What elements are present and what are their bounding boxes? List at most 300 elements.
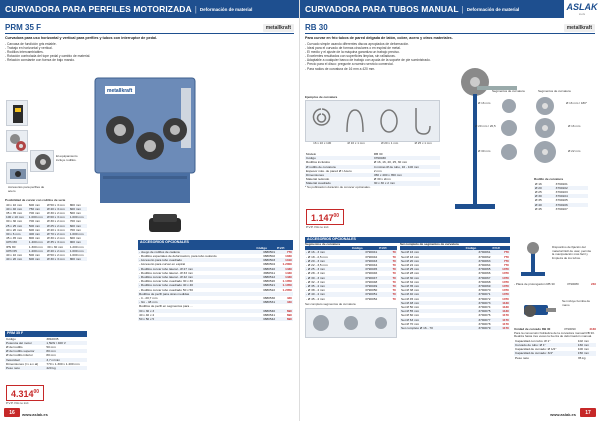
table-cell: 3790044 (365, 262, 378, 267)
table-cell: - Rodillos especiales de deformación, para tubo redondo (139, 253, 217, 258)
accessories-title: ACCESORIOS OPCIONALES (138, 240, 293, 246)
table-cell: 3880511 (263, 270, 276, 275)
table-cell: 3880541 (263, 312, 276, 317)
table-cell: - Rodillos curvar tubo cuadrado 40 x 40 (138, 283, 255, 287)
table-row (138, 317, 293, 321)
table-cell: 3790045 (351, 267, 378, 271)
table-cell: 3790072 (478, 296, 491, 301)
table-cell: - Rodillos curvar tubo cuadrado 30 x 30 (139, 279, 193, 284)
feature-item: - Carcasa de fundición gris estable. (5, 42, 57, 46)
table-cell: 3790030 (373, 156, 440, 160)
spec-table (305, 152, 440, 189)
table-cell: Material redondo (306, 177, 330, 182)
table-header-row: Código P.V.P. (305, 246, 397, 250)
table-cell: 1.200 mm (69, 244, 84, 249)
table-cell: 600 mm (28, 227, 41, 232)
table-cell: 30 x 30 mm (6, 219, 23, 224)
detail-photo-profile (6, 162, 28, 184)
table-cell: - Ø 16 - 3 mm (305, 250, 351, 254)
table-cell: 7€ (392, 288, 396, 293)
example-hook-icon (410, 104, 435, 138)
table-cell: Ø rodillo de curvatura (305, 165, 373, 169)
table-cell: 77€ (491, 250, 510, 254)
table-cell: Ø 40 (534, 203, 555, 207)
table-cell: 150 mm (577, 351, 596, 355)
table-cell: 80 mm (45, 349, 87, 353)
table-cell: Ø del rodillo inferior (6, 353, 33, 358)
table-cell: 7€ (378, 250, 397, 254)
table-cell: Ø 16, 16, 20, 25, 30 mm (373, 160, 408, 165)
stand-photo (515, 240, 551, 280)
table-cell: Ø 25 (535, 190, 542, 194)
table-cell: 3880522 (263, 287, 276, 292)
bending-discs (525, 96, 565, 176)
table-cell: 30 x 6 mm (5, 232, 28, 236)
table-row (305, 297, 397, 301)
table-cell: Material cuadrado (305, 181, 373, 185)
table-cell: 3790105 (555, 198, 568, 203)
table-cell: Ø 40 x 2 mm (46, 249, 69, 253)
page-right (300, 0, 600, 421)
page-number: 16 (4, 408, 20, 417)
spec-table (5, 331, 87, 370)
feature-item: - Para radios de curvatura de 16 mm a 420 mm. (305, 66, 376, 71)
disc-label-2: Ø 20 mm / 20,5 (475, 124, 496, 128)
table-cell: Set Ø 30 mm (400, 276, 465, 280)
bending-examples (305, 96, 440, 145)
table-cell: 103€ (285, 253, 292, 258)
table-cell: Set completo Ø 16 - 70 (400, 326, 465, 330)
table-cell: Capacidad de curvado: 3/4" (514, 351, 577, 355)
table-cell: 113€ (502, 304, 509, 309)
table-cell: Ø 30 x 3 mm (46, 257, 69, 261)
feature-item: - Trabajo en horizontal y vertical. (5, 46, 53, 51)
table-cell: Peso neto (515, 355, 529, 360)
unit-title: Unidad de curvado RB 30 (514, 327, 551, 331)
table-cell: 700 mm (69, 227, 81, 232)
brand-logo: metallkraft (263, 24, 294, 32)
aslak-logo: ASLAK tools (564, 0, 600, 18)
table-cell: 40 x 20 mm (5, 257, 28, 261)
feature-item: - Precio para el disco: pregunte a nuestro servicio comercial. (305, 62, 394, 67)
table-cell: Set Ø 28 mm (401, 271, 420, 276)
table-cell: 1.000 mm (69, 249, 87, 253)
table-cell: 420 kg (45, 366, 87, 370)
table-cell: 2 mm (373, 168, 382, 173)
table-cell: 3880542 (255, 317, 276, 321)
table-cell: 800 mm (69, 257, 87, 261)
table-cell: Código (305, 156, 373, 160)
table-cell: Rodillos de perfil para otras medidas (138, 292, 255, 296)
table-row (5, 366, 87, 370)
model-bar (5, 22, 294, 34)
table-cell: 3880520 (263, 279, 276, 284)
feature-item: - Rotación controlada del tope pedal y cambio de material. (5, 54, 91, 59)
table-cell: 7€ (392, 254, 396, 259)
table-cell: Set Ø 20 mm (400, 259, 465, 263)
table-cell: 7€ (392, 279, 396, 284)
table-cell: 3790041 (351, 250, 378, 254)
table-cell: Rodillos de perfil en segmentos para ... (139, 304, 193, 309)
table-cell: 3,7 m/min (45, 358, 87, 362)
table-cell: Ø 50 x 3 mm (47, 202, 65, 207)
table-header-row: Código P.V.P. (400, 246, 510, 250)
accessories-section (305, 237, 510, 338)
unit-description: Para la conversión hidráulica de la curvadora manual RB 30. (514, 330, 595, 335)
table-cell: 143€ (285, 270, 292, 275)
table-cell: 7€ (378, 276, 397, 280)
table-cell: 50 x 50 x 5 (138, 317, 255, 321)
table-row (400, 326, 510, 330)
table-cell: 107€ (491, 284, 510, 288)
table-cell: 117€ (491, 326, 510, 330)
table-cell: Ø 50 x 2 mm (47, 253, 65, 258)
table-cell: Set Ø 48 mm (400, 301, 465, 305)
table-cell: 3790064 (478, 262, 491, 267)
table-row (514, 356, 596, 360)
table-cell: 40 x 10 mm (6, 202, 23, 207)
table-cell: 1.200 mm (28, 249, 46, 253)
price-note: P.V.P. IVA no incl. (6, 401, 30, 405)
table-cell: Set Ø 50 mm (401, 304, 420, 309)
roller-table-title: Rodillo de curvatura (534, 177, 564, 181)
table-cell: 400 mm (28, 232, 46, 236)
table-cell: - Rodillos curvar tubo lateral - Ø 42 mm (138, 275, 255, 279)
feature-item: - Excelentes resultados con superficies limpias, sin ralladuras. (305, 54, 396, 59)
table-cell: Set Ø 60 mm (401, 313, 420, 318)
disc-label-1: Ø 16 mm (478, 101, 491, 105)
table-cell: Set Ø 55 mm (400, 309, 465, 313)
website: www.aslak.es (22, 412, 48, 417)
table-cell: 3790043 (351, 259, 378, 263)
page-header: CURVADORA PARA TUBOS MANUAL | Deformación de material ASLAK tools (300, 0, 600, 18)
table-cell: 3790042 (365, 254, 378, 259)
table-cell: - Rodillos curvar tubo lateral - Ø 27 mm (138, 267, 255, 271)
table-cell: 3790051 (351, 292, 378, 296)
table-cell: 25 x 25 mm (5, 224, 28, 228)
table-cell: 143€ (276, 275, 293, 279)
table-cell: 7€ (378, 259, 397, 263)
table-cell: 40 x 20 mm (6, 227, 23, 232)
table-cell: 1.105€ (282, 279, 292, 284)
table-cell: 3880530 (263, 295, 276, 300)
hydraulic-unit-photo (518, 295, 558, 325)
accessories-table (138, 240, 293, 321)
table-cell: 1.000 mm (69, 232, 87, 236)
table-cell: 3790069 (465, 284, 492, 288)
table-cell: 3880501 (255, 250, 276, 254)
table-cell: Espesor máx. de pared Ø / Acero (306, 168, 352, 173)
table-cell: 77€ (276, 250, 293, 254)
table-cell: 3790050 (365, 288, 378, 293)
table-cell: - Ø 38 - 4 mm (306, 288, 326, 293)
table-cell: Ø 30 x 2 mm (47, 219, 65, 224)
bending-machine-illustration (85, 58, 215, 208)
table-cell: 117€ (491, 318, 510, 322)
header-title: CURVADORA PARA TUBOS MANUAL (305, 4, 459, 14)
price-note: P.V.P. IVA no incl. (306, 225, 330, 229)
acc-sets-caption: Set completo segmentos de curvatura (305, 301, 356, 306)
caption-profiles: Accesorios para perfiles de acero (8, 185, 45, 193)
table-cell: 600 mm (69, 236, 81, 241)
table-cell: 3880531 (255, 300, 276, 304)
table-cell: 3790052 (365, 296, 378, 301)
table-cell: 3790071 (465, 292, 492, 296)
table-cell: - Ø 20 - 3 mm (305, 259, 351, 263)
table-cell: 3810035 (46, 336, 59, 341)
table-cell: 3790063 (465, 259, 492, 263)
capacity-table-title: Posibilidad de curvar con rodillos de serie (5, 198, 66, 202)
table-cell: 107€ (502, 288, 509, 293)
table-cell: 3790104 (555, 194, 588, 198)
table-cell: - 3m - 48 mm (138, 300, 255, 304)
table-cell: 35 kg (577, 355, 586, 360)
table-cell: - Ø 32 - 3 mm (306, 279, 326, 284)
table-cell: 107€ (491, 276, 510, 280)
table-cell: Capacidad con tubo: Ø 1" (515, 338, 551, 343)
table-cell: 45 x 45 mm (6, 236, 23, 241)
table-cell: - 4 - 20,7 mm (139, 295, 158, 300)
table-cell: 600 mm (28, 202, 41, 207)
table-cell: 1.200€ (282, 262, 292, 267)
table-cell: 3790103 (555, 190, 568, 194)
table-cell: 3880502 (263, 253, 276, 258)
table-cell: 750 mm (28, 207, 46, 211)
table-cell: 3880503 (255, 258, 276, 262)
product-description: Curvadora para uso horizontal y vertical para perfiles y tubos con interruptor de pedal. (5, 36, 158, 40)
table-cell: 3790068 (478, 279, 491, 284)
table-cell: 80 mm (46, 353, 56, 358)
table-cell: - Ø 30 - 3 mm (305, 276, 351, 280)
table-cell: 3880521 (255, 283, 276, 287)
table-cell: 7€ (378, 267, 397, 271)
model-bar (305, 22, 595, 34)
table-cell: - Juego de rodillos de cadena (138, 250, 255, 254)
table-cell: - Accesorio para tubo cuadrado (138, 258, 255, 262)
feature-item: - Curvado simple usando diferentes discos apropiados de deformación. (305, 42, 410, 46)
table-cell: 107€ (502, 296, 509, 301)
table-cell: Ø 45 (535, 206, 542, 211)
table-cell: 30 x 30 mm (47, 244, 64, 249)
feature-item: - Relación constante con fuerza de bajo mando. (5, 58, 76, 63)
table-cell: Modelo (306, 152, 317, 156)
table-cell: 1.000 mm (28, 215, 46, 219)
example-caption: Ø 20 x 1 mm (381, 140, 399, 145)
header-subtitle: Deformación de material (199, 6, 253, 12)
table-cell: 700 mm (28, 219, 41, 224)
table-cell: 1,5kW / 400 V (45, 341, 87, 345)
table-cell: - Ø 22 - 3,5 mm (306, 262, 328, 267)
table-cell: Dimensiones (l x a x al) (6, 361, 39, 366)
table-cell: 107€ (502, 279, 509, 284)
table-cell: UPN 65 (5, 249, 28, 253)
table-cell: 3790048 (365, 279, 378, 284)
table-cell: Set Ø 35 mm (400, 284, 465, 288)
stand-code: 3790080 (567, 282, 579, 286)
table-cell: 600 mm (69, 224, 87, 228)
table-cell: - Ø 25 - 3 mm (305, 267, 351, 271)
table-cell: Ø 30 x 2 mm (47, 211, 65, 215)
stand-item: - Placa de prolongación RB 30 (514, 282, 555, 286)
table-cell: 102 mm (577, 338, 590, 343)
table-cell: Set Ø 22 mm (401, 262, 420, 267)
table-cell: 500 mm (69, 211, 81, 215)
price-box (6, 384, 44, 406)
unit-code: 3790090 (563, 327, 576, 331)
table-cell: 3790073 (465, 301, 492, 305)
table-cell: 7€ (378, 292, 397, 296)
table-cell: Rodillos incluidos (306, 160, 330, 165)
table-cell: 100 x 10 mm (5, 215, 28, 219)
table-cell: Ø 20 (534, 186, 555, 190)
table-cell: 113€ (491, 309, 510, 313)
table-cell: 7€ (378, 284, 397, 288)
table-cell: 3880512 (255, 275, 276, 279)
table-cell: - Ø 18 - 2,5 mm (306, 254, 328, 259)
table-cell: 3790102 (555, 186, 588, 190)
spec-table-title: PRM 35 F (5, 331, 87, 337)
table-cell: 3790046 (365, 271, 378, 276)
examples-title: Ejemplos de curvatura (305, 95, 338, 99)
table-cell: 1.300 mm (28, 244, 43, 249)
table-cell: Ø 30 x 2mm (373, 177, 391, 182)
table-cell: Ø 35 x 3 mm (46, 240, 69, 244)
model-code: RB 30 (305, 23, 328, 32)
table-cell: 3880510 (255, 267, 276, 271)
table-cell: Ø 25 x 2 mm (46, 224, 69, 228)
table-cell: 160 mm (577, 343, 596, 347)
table-cell: UPN 80 (5, 240, 28, 244)
table-cell: Código (6, 336, 16, 341)
table-cell: 450 x 400 x 350 mm (373, 173, 440, 177)
feature-item: - Rodillos intercambiables. (5, 50, 44, 55)
unit-note: Realiza hasta tres veces la fuerza de deformación manual. (514, 334, 593, 339)
table-cell: 700 mm (28, 211, 41, 215)
table-cell: - Ø 35 - 4 mm (305, 284, 351, 288)
table-header-row: Código P.V.P. (138, 246, 293, 250)
table-cell: 3790101 (555, 181, 568, 186)
table-cell: 3790079 (465, 326, 492, 330)
table-cell: 3880540 (255, 309, 276, 313)
table-cell: 69€ (276, 317, 293, 321)
acc-left-head: Segmentos de curvatura (305, 241, 341, 246)
table-cell: 30 x 30 x 2 mm (373, 181, 440, 185)
table-cell: 3790075 (465, 309, 492, 313)
table-cell: 40 x 10 mm (6, 253, 23, 258)
table-cell: 100 mm (577, 347, 590, 352)
table-cell: - Rodillos curvar tubo cuadrado 50 x 50 (139, 287, 193, 292)
table-cell: 7€ (392, 271, 396, 276)
table-cell: 3790074 (478, 304, 491, 309)
stand-price: 24€ (590, 282, 596, 286)
table-cell: Set Ø 38 mm (401, 288, 420, 293)
table-cell: 40 x 40 mm (5, 207, 28, 211)
table-cell: 107€ (491, 267, 510, 271)
table-cell: Ø 30 (534, 194, 555, 198)
table-cell: 40 x 40 x 4 (139, 312, 155, 317)
table-cell: - Accesorio para curvar en espiral (139, 262, 186, 267)
header-subtitle: Deformación de material (466, 6, 520, 12)
model-code: PRM 35 F (5, 23, 42, 32)
table-cell: Ø del rodillo (6, 344, 23, 349)
table-cell: Set Ø 70 mm (401, 321, 420, 326)
table-cell: Curvado de tubo: Ø 1" (514, 343, 577, 347)
table-cell: 1.000 mm (69, 215, 87, 219)
table-cell: 3790049 (351, 284, 378, 288)
table-cell: 107€ (502, 271, 509, 276)
table-cell: Set Ø 63 mm (400, 318, 465, 322)
feature-item: - El medio y el ajuste de la máquina garantiza un trabajo preciso. (305, 50, 400, 55)
feature-item: - Adaptable a cualquier banco de trabajo con ayuda de la soporte de pie suministrado. (305, 58, 431, 63)
hydraulic-caption: Se incluye bomba de mano (562, 299, 591, 307)
table-cell: - Ø 28 - 3 mm (306, 271, 326, 276)
table-cell: Set Ø 32 mm (401, 279, 420, 284)
table-cell: 3790078 (478, 321, 491, 326)
table-cell: 1.105€ (276, 283, 293, 287)
table-row (5, 257, 87, 261)
table-cell: 3790066 (478, 271, 491, 276)
table-cell: Set Ø 16 mm (400, 250, 465, 254)
table-cell: 69€ (276, 309, 293, 313)
price: 4.314$^{00}$ (6, 385, 44, 401)
foot-pedal-photo (145, 208, 185, 238)
table-cell: 3790070 (478, 288, 491, 293)
bending-discs-small (498, 96, 520, 176)
table-cell: - Ø 40 - 4 mm (305, 292, 351, 296)
table-cell: RB 30 (373, 152, 383, 156)
feature-item: - Ideal para el curvado de formas circulares o en espiral de metal. (305, 46, 401, 51)
table-cell: 117€ (502, 313, 509, 318)
table-cell: 107€ (491, 292, 510, 296)
roller-table (534, 178, 588, 211)
table-cell: 117€ (502, 321, 509, 326)
header-title: CURVADORA PARA PERFILES MOTORIZADA (5, 4, 192, 14)
table-cell: Ø 60 x 3 mm (46, 215, 69, 219)
price-box (306, 208, 344, 230)
table-cell: 7€ (392, 296, 396, 301)
table-cell: 3790067 (465, 276, 492, 280)
table-cell: 500 mm (28, 253, 41, 258)
table-row (534, 207, 588, 211)
table-cell: 1.205€ (282, 287, 292, 292)
table-cell: 3790107 (555, 206, 568, 211)
unit-price: 413€ (589, 327, 596, 331)
table-cell: Potencia del motor (5, 341, 45, 345)
table-cell: 113€ (491, 301, 510, 305)
table-cell: Ø 40 x 3 mm (46, 207, 69, 211)
svg-text:metallkraft: metallkraft (107, 88, 133, 94)
table-cell: 143€ (276, 267, 293, 271)
capacity-table (5, 199, 87, 261)
example-caption: Ø 16 x 1 mm (347, 140, 365, 145)
example-caption: 16 x 10 x 130 (313, 140, 332, 145)
detail-photo-rollers (6, 130, 28, 152)
acc-mid-head: Set completo de segmentos de curvatura (400, 241, 459, 246)
table-cell: Dimensiones (305, 173, 373, 177)
page-header: CURVADORA PARA PERFILES MOTORIZADA | Deformación de material (0, 0, 299, 18)
table-cell: 77€ (491, 259, 510, 263)
table-cell: 77€ (503, 262, 509, 267)
detail-photo-controls (6, 100, 28, 126)
table-cell: 69€ (286, 312, 292, 317)
example-caption: Ø 25 x 1 mm (414, 140, 432, 145)
detail-photo-roller-set (30, 150, 54, 172)
table-cell: - Rodillos curvar tubo lateral - Ø 33 mm (139, 270, 193, 275)
table-cell: 44€ (276, 300, 293, 304)
table-cell: Peso neto (5, 366, 45, 370)
table-cell: IPN 80 (6, 244, 16, 249)
stand-caption: Dispositivo de fijación del material fácil de usar, permite la manipulación más fácil y limpieza de los tubos. (552, 245, 592, 260)
